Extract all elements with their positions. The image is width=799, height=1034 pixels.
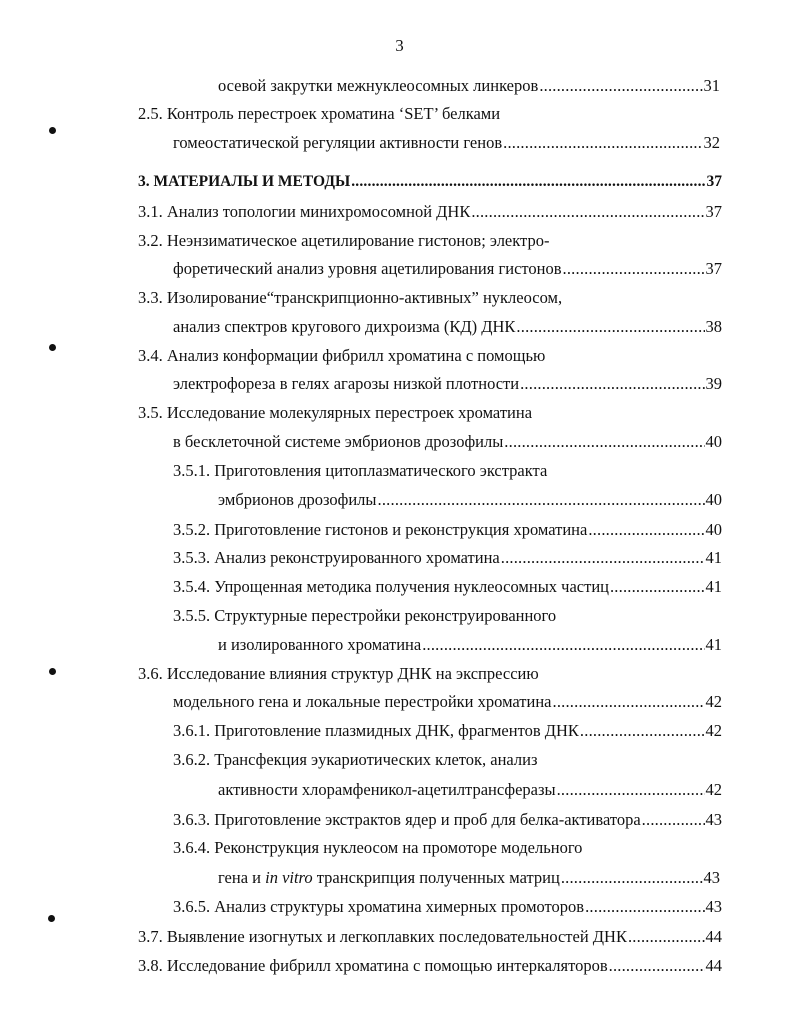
toc-entry-text: 3.6.4. Реконструкция нуклеосом на промоторе модельного [173,838,583,857]
toc-entry [138,344,545,368]
toc-entry-page: 41 [705,577,722,596]
dot-leader [561,866,703,890]
toc-entry-text: 3.5.3. Анализ реконструированного хроматина [173,548,500,567]
toc-entry [173,459,547,483]
toc-entry-text: гомеостатической регуляции активности генов [173,133,503,152]
toc-entry-text: 3.7. Выявление изогнутых и легкоплавких последовательностей ДНК [138,927,627,946]
toc-entry [173,748,537,772]
toc-entry [173,518,722,542]
toc-entry [173,546,722,570]
dot-leader [563,257,705,281]
dot-leader [516,315,704,339]
dot-leader [378,488,705,512]
binder-hole-mark [48,915,55,922]
dot-leader [501,546,705,570]
toc-entry [173,690,722,714]
toc-entry [138,662,539,686]
dot-leader [471,200,704,224]
toc-entry-text: 3.3. Изолирование“транскрипционно-активных” нуклеосом, [138,288,563,307]
toc-entry-text: 3.5.2. Приготовление гистонов и реконструкция хроматина [173,520,588,539]
binder-hole-mark [49,344,56,351]
toc-entry [173,372,722,396]
toc-entry [173,836,582,860]
toc-entry-text: 3.6.5. Анализ структуры хроматина химерных промоторов [173,897,585,916]
toc-entry-page: 38 [705,317,722,336]
dot-leader [553,690,705,714]
toc-entry [138,170,722,194]
toc-entry [218,488,722,512]
toc-entry-text: эмбрионов дрозофилы [218,490,377,509]
toc-entry-text-italic: in vitro [265,868,313,887]
binder-hole-mark [49,668,56,675]
toc-entry [138,401,532,425]
toc-entry [173,604,556,628]
toc-entry-text: 3.5.1. Приготовления цитоплазматического экстракта [173,461,548,480]
toc-entry-text: 3. МАТЕРИАЛЫ И МЕТОДЫ [138,173,351,190]
dot-leader [628,925,705,949]
toc-entry-text-part: гена и [218,868,266,887]
toc-entry-page: 43 [703,868,720,887]
toc-entry-text: форетический анализ уровня ацетилирования гистонов [173,259,562,278]
toc-entry-page: 44 [705,956,722,975]
toc-entry-text: 3.6.1. Приготовление плазмидных ДНК, фрагментов ДНК [173,721,579,740]
toc-entry [138,229,549,253]
toc-entry [173,895,722,919]
toc-entry-text: 3.4. Анализ конформации фибрилл хроматина с помощью [138,346,546,365]
dot-leader [610,575,705,599]
dot-leader [609,954,705,978]
toc-entry-page: 32 [703,133,720,152]
toc-entry [138,954,722,978]
toc-entry-text: анализ спектров кругового дихроизма (КД) ДНК [173,317,516,336]
toc-entry-text [218,866,560,890]
dot-leader [580,719,705,743]
toc-entry-page: 31 [703,76,720,95]
toc-entry-text: 3.5.5. Структурные перестройки реконструированного [173,606,557,625]
toc-entry [173,257,722,281]
dot-leader [520,372,704,396]
toc-entry [173,131,720,155]
toc-entry [218,74,720,98]
dot-leader [503,131,702,155]
toc-entry-page: 40 [705,432,722,451]
dot-leader [539,74,702,98]
toc-entry-page: 41 [705,635,722,654]
toc-entry-text: модельного гена и локальные перестройки хроматина [173,692,552,711]
toc-entry-text: 3.6. Исследование влияния структур ДНК на экспрессию [138,664,539,683]
toc-entry-page: 37 [705,202,722,221]
dot-leader [642,808,705,832]
toc-entry [218,866,720,890]
toc-entry [138,102,500,126]
toc-entry [173,575,722,599]
toc-entry-text: 3.6.3. Приготовление экстрактов ядер и проб для белка-активатора [173,810,641,829]
dot-leader [504,430,704,454]
toc-entry-page: 37 [706,173,722,190]
toc-entry-text: осевой закрутки межнуклеосомных линкеров [218,76,539,95]
toc-entry-page: 43 [705,810,722,829]
toc-entry-text: в бесклеточной системе эмбрионов дрозофилы [173,432,504,451]
toc-entry-text: 3.2. Неэнзиматическое ацетилирование гистонов; электро- [138,231,550,250]
dot-leader [588,518,704,542]
toc-entry-text: 3.6.2. Трансфекция эукариотических клеток, анализ [173,750,538,769]
dot-leader [351,170,705,194]
toc-entry-text: активности хлорамфеникол-ацетилтрансферазы [218,780,556,799]
toc-entry-page: 42 [705,780,722,799]
toc-entry-page: 37 [705,259,722,278]
toc-entry [218,633,722,657]
toc-entry-text: 3.8. Исследование фибрилл хроматина с помощью интеркаляторов [138,956,608,975]
toc-entry-page: 40 [705,490,722,509]
toc-entry [173,315,722,339]
toc-entry [138,925,722,949]
binder-hole-mark [49,127,56,134]
toc-entry [173,430,722,454]
page-number: 3 [395,36,404,55]
toc-entry-page: 42 [705,692,722,711]
toc-entry-page: 42 [705,721,722,740]
toc-entry-page: 39 [705,374,722,393]
toc-entry-page: 40 [705,520,722,539]
toc-entry-text-part: транскрипция полученных матриц [312,868,560,887]
toc-entry-text: электрофореза в гелях агарозы низкой плотности [173,374,520,393]
toc-entry [138,286,562,310]
toc-entry [173,719,722,743]
toc-entry-page: 43 [705,897,722,916]
toc-entry-text: 3.5. Исследование молекулярных перестроек хроматина [138,403,533,422]
dot-leader [585,895,704,919]
toc-entry-page: 41 [705,548,722,567]
toc-entry [173,808,722,832]
toc-entry [138,200,722,224]
toc-entry [218,778,722,802]
dot-leader [422,633,704,657]
toc-entry-text: и изолированного хроматина [218,635,422,654]
toc-entry-text: 3.1. Анализ топологии минихромосомной ДНК [138,202,471,221]
toc-entry-text: 2.5. Контроль перестроек хроматина ‘SET’ белками [138,104,501,123]
dot-leader [557,778,705,802]
toc-entry-page: 44 [705,927,722,946]
toc-entry-text: 3.5.4. Упрощенная методика получения нуклеосомных частиц [173,577,609,596]
